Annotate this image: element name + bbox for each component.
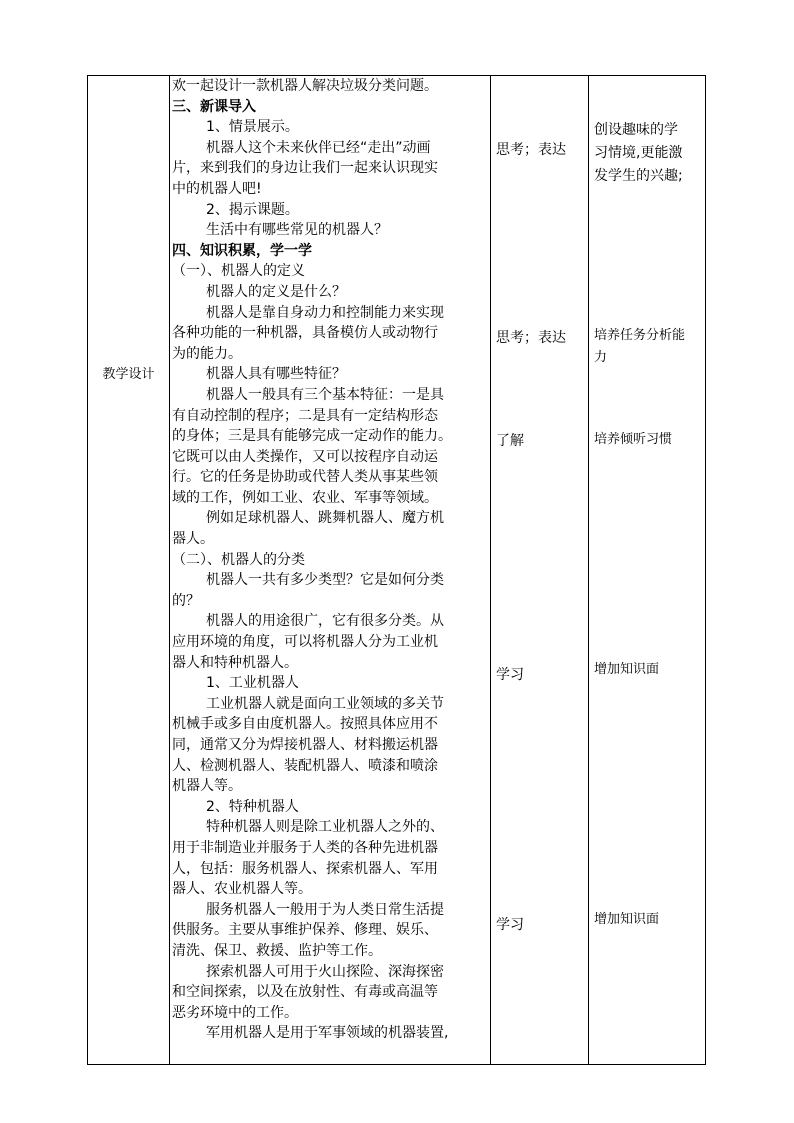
content-line: 机械手或多自由度机器人。按照具体应用不 <box>172 716 438 733</box>
content-line: （一）、机器人的定义 <box>172 263 305 280</box>
content-line: 它既可以由人类操作，又可以按程序自动运 <box>172 448 438 465</box>
content-line: （二）、机器人的分类 <box>172 551 305 568</box>
design-intent: 创设趣味的学 习情境,更能激 发学生的兴趣; <box>594 122 683 184</box>
content-line: 恶劣环境中的工作。 <box>172 1004 298 1021</box>
student-activity: 学习 <box>496 917 524 933</box>
content-line: 1、情景展示。 <box>206 119 299 136</box>
design-intent: 增加知识面 <box>594 662 660 677</box>
student-activity: 学习 <box>496 667 524 683</box>
content-line: 机器人具有哪些特征？ <box>206 366 346 383</box>
content-line: 人、检测机器人、装配机器人、喷漆和喷涂 <box>172 757 438 774</box>
content-line: 和空间探索，以及在放射性、有毒或高温等 <box>172 984 438 1001</box>
content-line: 器人、农业机器人等。 <box>172 881 312 898</box>
content-line: 域的工作，例如工业、农业、军事等领域。 <box>172 489 438 506</box>
content-line: 片，来到我们的身边让我们一起来认识现实 <box>172 160 438 177</box>
content-line: 服务机器人一般用于为人类日常生活提 <box>206 901 444 918</box>
content-line: 例如足球机器人、跳舞机器人、魔方机 <box>206 510 444 527</box>
column-divider <box>490 76 491 1064</box>
content-line: 1、工业机器人 <box>206 675 299 692</box>
content-line: 人，包括：服务机器人、探索机器人、军用 <box>172 860 438 877</box>
content-line: 工业机器人就是面向工业领域的多关节 <box>206 695 444 712</box>
content-line: 为的能力。 <box>172 345 242 362</box>
content-line: 清洗、保卫、救援、监护等工作。 <box>172 942 382 959</box>
content-line: 的？ <box>172 592 200 609</box>
content-line: 有自动控制的程序；二是具有一定结构形态 <box>172 407 438 424</box>
column-divider <box>169 76 170 1064</box>
section-heading: 三、新课导入 <box>172 98 256 115</box>
content-line: 用于非制造业并服务于人类的各种先进机器 <box>172 839 438 856</box>
content-line: 同，通常又分为焊接机器人、材料搬运机器 <box>172 737 438 753</box>
content-line: 器人。 <box>172 531 214 548</box>
content-line: 机器人这个未来伙伴已经“走出”动画 <box>206 139 431 156</box>
content-line: 应用环境的角度，可以将机器人分为工业机 <box>172 634 438 651</box>
student-activity: 思考；表达 <box>496 142 566 158</box>
content-line: 军用机器人是用于军事领域的机器装置, <box>206 1025 449 1042</box>
content-line: 生活中有哪些常见的机器人？ <box>206 222 388 239</box>
design-intent: 培养任务分析能 力 <box>594 328 686 365</box>
content-line: 供服务。主要从事维护保养、修理、娱乐、 <box>172 922 438 939</box>
student-activity: 了解 <box>496 433 524 449</box>
section-heading: 四、知识积累，学一学 <box>172 242 312 259</box>
content-line: 机器人一共有多少类型？它是如何分类 <box>206 572 444 589</box>
content-line: 的身体；三是具有能够完成一定动作的能力。 <box>172 428 452 445</box>
content-line: 2、揭示课题。 <box>206 201 299 218</box>
content-line: 特种机器人则是除工业机器人之外的、 <box>206 819 444 836</box>
content-line: 机器人的定义是什么？ <box>206 283 346 300</box>
content-line: 器人和特种机器人。 <box>172 654 298 671</box>
content-line: 2、特种机器人 <box>206 798 299 815</box>
teaching-content <box>172 76 490 1044</box>
design-intent: 增加知识面 <box>594 912 660 927</box>
column-divider <box>588 76 589 1064</box>
content-line: 各种功能的一种机器，具备模仿人或动物行 <box>172 325 438 342</box>
content-line: 机器人等。 <box>172 778 242 795</box>
lesson-table <box>87 75 706 1065</box>
content-line: 机器人一般具有三个基本特征：一是具 <box>206 386 444 403</box>
content-line: 中的机器人吧! <box>172 180 262 197</box>
content-line: 行。它的任务是协助或代替人类从事某些领 <box>172 469 438 486</box>
content-line: 机器人是靠自身动力和控制能力来实现 <box>206 304 444 321</box>
student-activity: 思考；表达 <box>496 330 566 346</box>
design-intent: 培养倾听习惯 <box>594 432 673 447</box>
content-line: 欢一起设计一款机器人解决垃圾分类问题。 <box>172 78 438 94</box>
content-line: 探索机器人可用于火山探险、深海探密 <box>206 963 444 980</box>
content-line: 机器人的用途很广，它有很多分类。从 <box>206 613 444 630</box>
row-label: 教学设计 <box>102 367 155 382</box>
